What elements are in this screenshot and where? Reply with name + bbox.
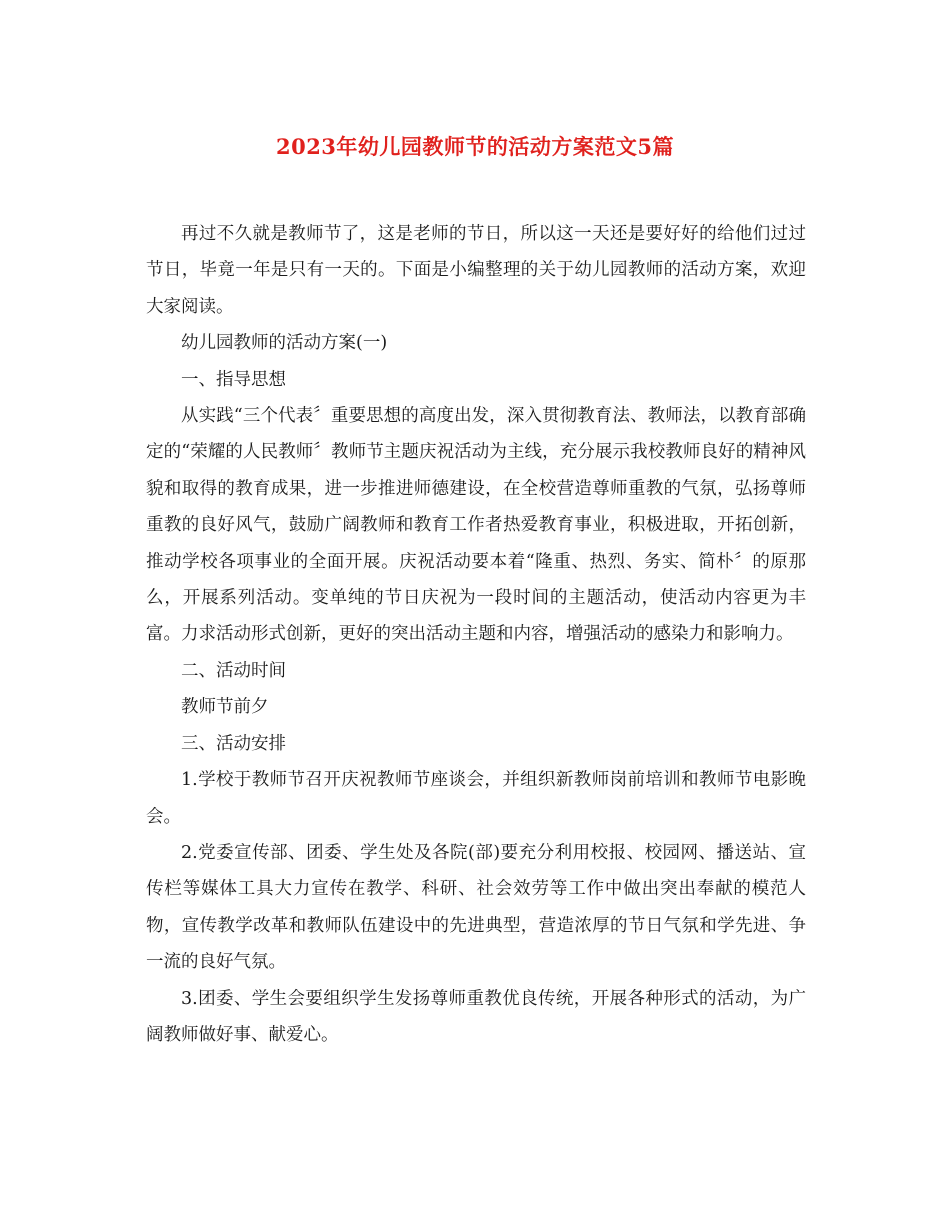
arrangement-item-1: 1.学校于教师节召开庆祝教师节座谈会，并组织新教师岗前培训和教师节电影晚会。 (146, 770, 806, 827)
guiding-ideology-paragraph: 从实践“三个代表〞重要思想的高度出发，深入贯彻教育法、教师法，以教育部确定的“荣耀的人民教师〞教师节主题庆祝活动为主线，充分展示我校教师良好的精神风貌和取得的教育成果，进一步推进师德建设，在全校营造尊师重教的气氛，弘扬尊师重教的良好风气，鼓励广阔教师和教育工作者热爱教育事业，积极进取，开拓创新，推动学校各项事业的全面开展。庆祝活动要本着“隆重、热烈、务实、简朴〞的原那么，开展系列活动。变单纯的节日庆祝为一段时间的主题活动，使活动内容更为丰富。力求活动形式创新，更好的突出活动主题和内容，增强活动的感染力和影响力。 (146, 406, 806, 645)
arrangement-item-2: 2.党委宣传部、团委、学生处及各院(部)要充分利用校报、校园网、播送站、宣传栏等媒体工具大力宣传在教学、科研、社会效劳等工作中做出突出奉献的模范人物，宣传教学改革和教师队伍建设中的先进典型，营造浓厚的节日气氛和学先进、争一流的良好气氛。 (146, 842, 806, 973)
heading-activity-time: 二、活动时间 (181, 660, 286, 681)
document-title: 2023年幼儿园教师节的活动方案范文5篇 (275, 134, 675, 159)
heading-guiding-ideology: 一、指导思想 (181, 369, 286, 390)
heading-activity-arrangement: 三、活动安排 (181, 733, 286, 754)
arrangement-item-3: 3.团委、学生会要组织学生发扬尊师重教优良传统，开展各种形式的活动，为广阔教师做好事、献爱心。 (146, 988, 806, 1045)
section-heading-plan-one: 幼儿园教师的活动方案(一) (181, 333, 388, 354)
intro-paragraph: 再过不久就是教师节了，这是老师的节日，所以这一天还是要好好的给他们过过节日，毕竟一年是只有一天的。下面是小编整理的关于幼儿园教师的活动方案，欢迎大家阅读。 (146, 224, 806, 317)
document-body (146, 216, 806, 1053)
activity-time-paragraph: 教师节前夕 (181, 697, 269, 718)
